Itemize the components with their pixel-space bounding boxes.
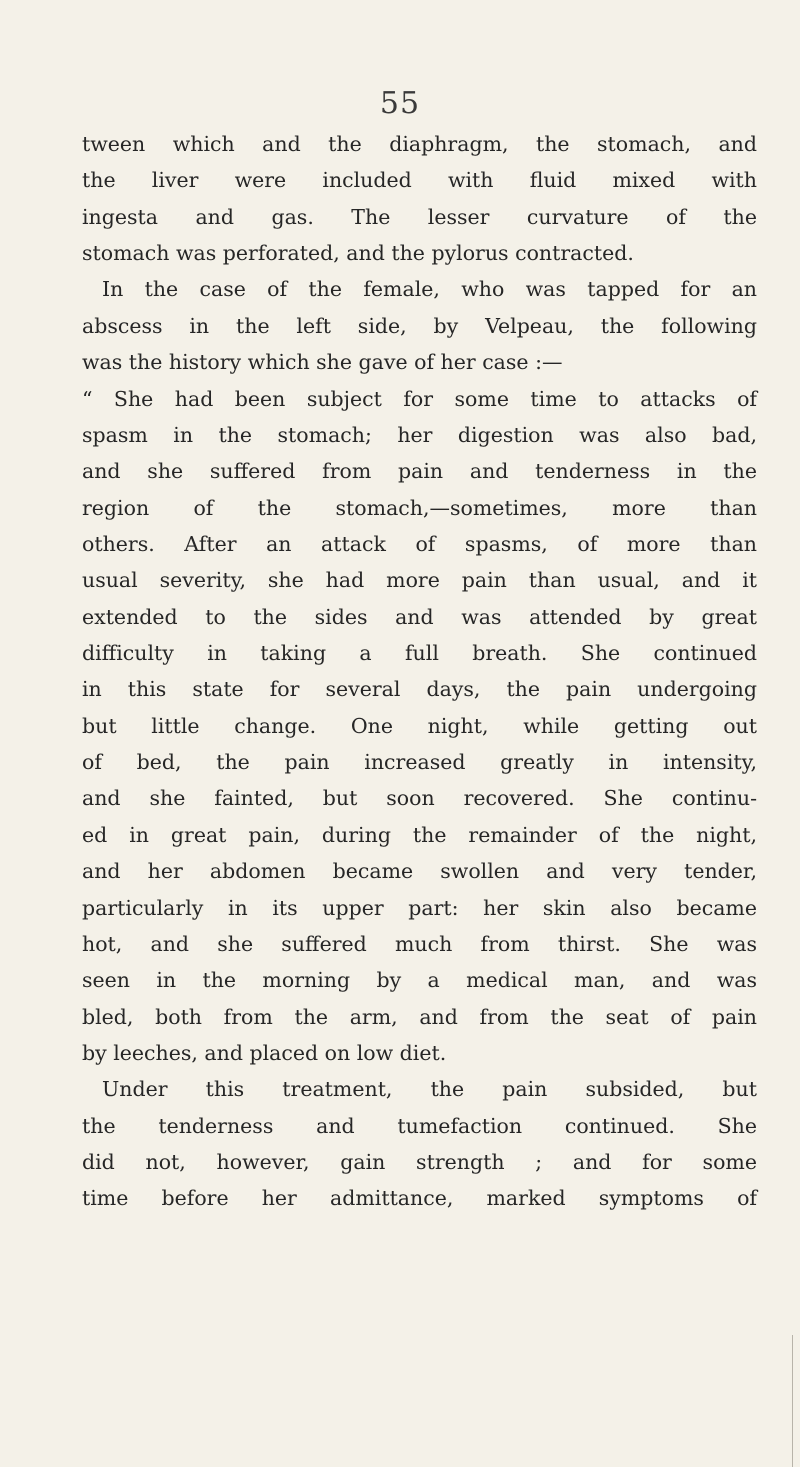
text-line: in this state for several days, the pain undergoing [82,677,757,702]
text-line: usual severity, she had more pain than usual, and it [82,568,757,593]
text-line: tween which and the diaphragm, the stomach, and [82,132,757,156]
text-line: abscess in the left side, by Velpeau, the following [82,313,757,338]
page-number: 55 [379,86,421,121]
text-line: did not, however, gain strength ; and for some [82,1150,757,1175]
text-line: and she suffered from pain and tenderness in the [82,459,757,484]
text-line: was the history which she gave of her case :— [82,350,563,375]
text-line: In the case of the female, who was tapped for an [102,277,757,302]
text-line: “ She had been subject for some time to attacks of [82,386,757,411]
text-line: difficulty in taking a full breath. She continued [82,641,757,666]
text-line: seen in the morning by a medical man, and was [82,968,757,993]
text-line: the liver were included with fluid mixed with [82,168,757,193]
text-line: particularly in its upper part: her skin also became [82,895,757,920]
text-line: ingesta and gas. The lesser curvature of the [82,204,757,229]
text-line: by leeches, and placed on low diet. [82,1040,447,1065]
text-line: ed in great pain, during the remainder of the night, [82,822,757,847]
page-edge-mark [792,1335,793,1467]
text-line: hot, and she suffered much from thirst. She was [82,931,757,956]
text-line: but little change. One night, while getting out [82,713,757,738]
body-text [82,126,757,1217]
text-line: of bed, the pain increased greatly in intensity, [82,750,757,775]
text-line: and she fainted, but soon recovered. She continu- [82,786,757,811]
text-line: the tenderness and tumefaction continued. She [82,1113,757,1138]
text-line: extended to the sides and was attended by great [82,604,757,629]
text-line: spasm in the stomach; her digestion was also bad, [82,422,757,447]
text-line: bled, both from the arm, and from the seat of pain [82,1004,757,1029]
text-line: stomach was perforated, and the pylorus contracted. [82,241,634,266]
text-line: and her abdomen became swollen and very tender, [82,859,757,884]
text-line: others. After an attack of spasms, of more than [82,531,757,556]
text-line: time before her admittance, marked symptoms of [82,1186,757,1211]
text-line: region of the stomach,—sometimes, more than [82,495,757,520]
text-line: Under this treatment, the pain subsided, but [102,1077,757,1102]
